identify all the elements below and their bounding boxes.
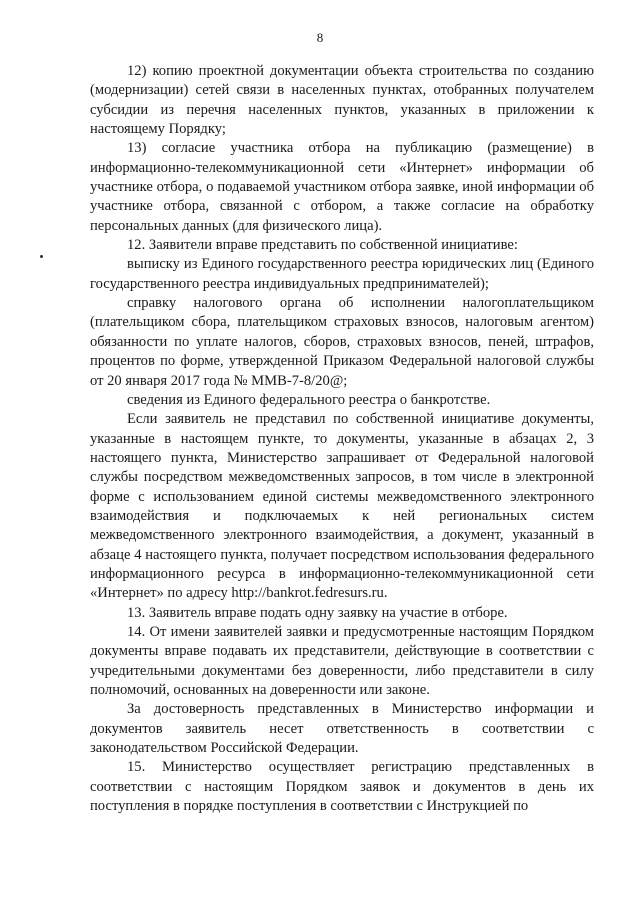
- paragraph-bankruptcy-info: сведения из Единого федерального реестра о банкротстве.: [127, 391, 491, 408]
- paragraph-interagency-request: Если заявитель не представил по собственной инициативе документы, указанные в настоящем пункте, то документы, указанные в абзацах 2, 3 настоящего пункта, Министерство запрашивает от Федеральной налоговой службы посредством межведомственных запросов, в том числе в электронной форме с использованием единой системы межведомственного электронного взаимодействия и подключаемых к ней региональных систем межведомственного электронного взаимодействия, а документ, указанный в абзаце 4 настоящего пункта, получает посредством использования федерального информационного ресурса в информационно-телекоммуникационной сети «Интернет» по адресу http://bankrot.fedresurs.ru.: [90, 411, 594, 602]
- paragraph-clause-12: 12. Заявители вправе представить по собственной инициативе:: [127, 237, 518, 254]
- paragraph-responsibility: За достоверность представленных в Министерство информации и документов заявитель несет ответственность в соответствии с законодательством Российской Федерации.: [90, 701, 594, 757]
- paragraph-item-13-consent: 13) согласие участника отбора на публикацию (размещение) в информационно-телекоммуникационной сети «Интернет» информации об участнике отбора, о подаваемой участником отбора заявке, иной информации об участнике отбора, связанной с отбором, а также согласие на обработку персональных данных (для физического лица).: [90, 140, 594, 234]
- paragraph-tax-certificate: справку налогового органа об исполнении налогоплательщиком (плательщиком сбора, плательщиком страховых взносов, налоговым агентом) обязанности по уплате налогов, сборов, страховых взносов, пеней, штрафов, процентов по форме, утвержденной Приказом Федеральной налоговой службы от 20 января 2017 года № ММВ-7-8/20@;: [90, 295, 594, 389]
- paragraph-clause-14: 14. От имени заявителей заявки и предусмотренные настоящим Порядком документы вправе подавать их представители, действующие в соответствии с учредительными документами без доверенности, либо представители в силу полномочий, основанных на доверенности или законе.: [90, 623, 594, 698]
- document-body: [90, 62, 594, 816]
- paragraph-clause-13: 13. Заявитель вправе подать одну заявку на участие в отборе.: [127, 604, 508, 621]
- scan-speck: [40, 255, 43, 258]
- paragraph-clause-15: 15. Министерство осуществляет регистрацию представленных в соответствии с настоящим Порядком заявок и документов в день их поступления в порядке поступления в соответствии с Инструкцией по: [90, 759, 594, 815]
- page-number: 8: [316, 30, 324, 45]
- paragraph-item-12-project-docs: 12) копию проектной документации объекта строительства по созданию (модернизации) сетей связи в населенных пунктах, отобранных получателем субсидии из перечня населенных пунктов, указанных в приложении к настоящему Порядку;: [90, 63, 594, 138]
- paragraph-egrul-extract: выписку из Единого государственного реестра юридических лиц (Единого государственного реестра индивидуальных предпринимателей);: [90, 256, 594, 292]
